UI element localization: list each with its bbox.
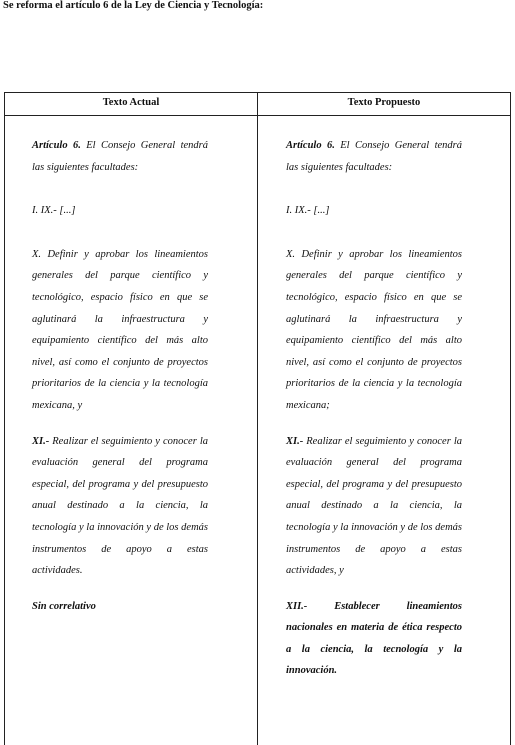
items-i-ix: I. IX.- [...] (32, 205, 76, 217)
article-label: Artículo 6. (286, 140, 335, 151)
fraction-xi (32, 431, 208, 582)
fraction-x-label: X. (32, 248, 42, 260)
column-divider (257, 93, 258, 745)
column-header-actual: Texto Actual (102, 97, 160, 108)
fraction-xii-text: Establecer lineamientos nacionales en materia de ética respecto a la ciencia, la tecnología y la innovación. (286, 600, 462, 677)
fraction-x (32, 244, 208, 417)
column-propuesto (286, 135, 462, 682)
fraction-xii (286, 596, 462, 682)
article-text: El Consejo General tendrá las siguientes facultades: (32, 140, 208, 173)
fraction-xii-label: XII.- (286, 600, 308, 612)
document-heading: Se reforma el artículo 6 de la Ley de Ciencia y Tecnología: (3, 0, 264, 11)
fraction-xi-label: XI.- (32, 435, 50, 447)
items-i-ix: I. IX.- [...] (286, 205, 330, 217)
fraction-xi-label: XI.- (286, 435, 304, 447)
header-rule (5, 115, 510, 116)
fraction-xi-text: Realizar el seguimiento y conocer la evaluación general del programa especial, del programa y del presupuesto anual destinado a la ciencia, la tecnología y la innovación y de los demás instrumentos de apoyo a estas actividades, y (286, 435, 463, 577)
article-paragraph (32, 135, 208, 178)
article-paragraph (286, 135, 462, 178)
article-label: Artículo 6. (32, 140, 81, 151)
article-text: El Consejo General tendrá las siguientes facultades: (286, 140, 462, 173)
sin-correlativo: Sin correlativo (32, 600, 96, 612)
fraction-xi-text: Realizar el seguimiento y conocer la evaluación general del programa especial, del programa y del presupuesto anual destinado a la ciencia, la tecnología y la innovación y de los demás instrumentos de apoyo a estas actividades. (32, 435, 209, 577)
comparison-table (4, 92, 511, 745)
column-actual (32, 135, 208, 617)
fraction-x-text: Definir y aprobar los lineamientos generales del parque científico y tecnológico, espacio físico en que se aglutinará la infraestructura y equipamiento científico del más alto nivel, así como el conjunto de proyectos prioritarios de la ciencia y la tecnología mexicana; (286, 248, 463, 411)
fraction-x-text: Definir y aprobar los lineamientos generales del parque científico y tecnológico, espacio físico en que se aglutinará la infraestructura y equipamiento científico del más alto nivel, así como el conjunto de proyectos prioritarios de la ciencia y la tecnología mexicana, y (32, 248, 209, 411)
fraction-x (286, 244, 462, 417)
fraction-xi (286, 431, 462, 582)
fraction-x-label: X. (286, 248, 296, 260)
column-header-propuesto: Texto Propuesto (347, 97, 421, 108)
